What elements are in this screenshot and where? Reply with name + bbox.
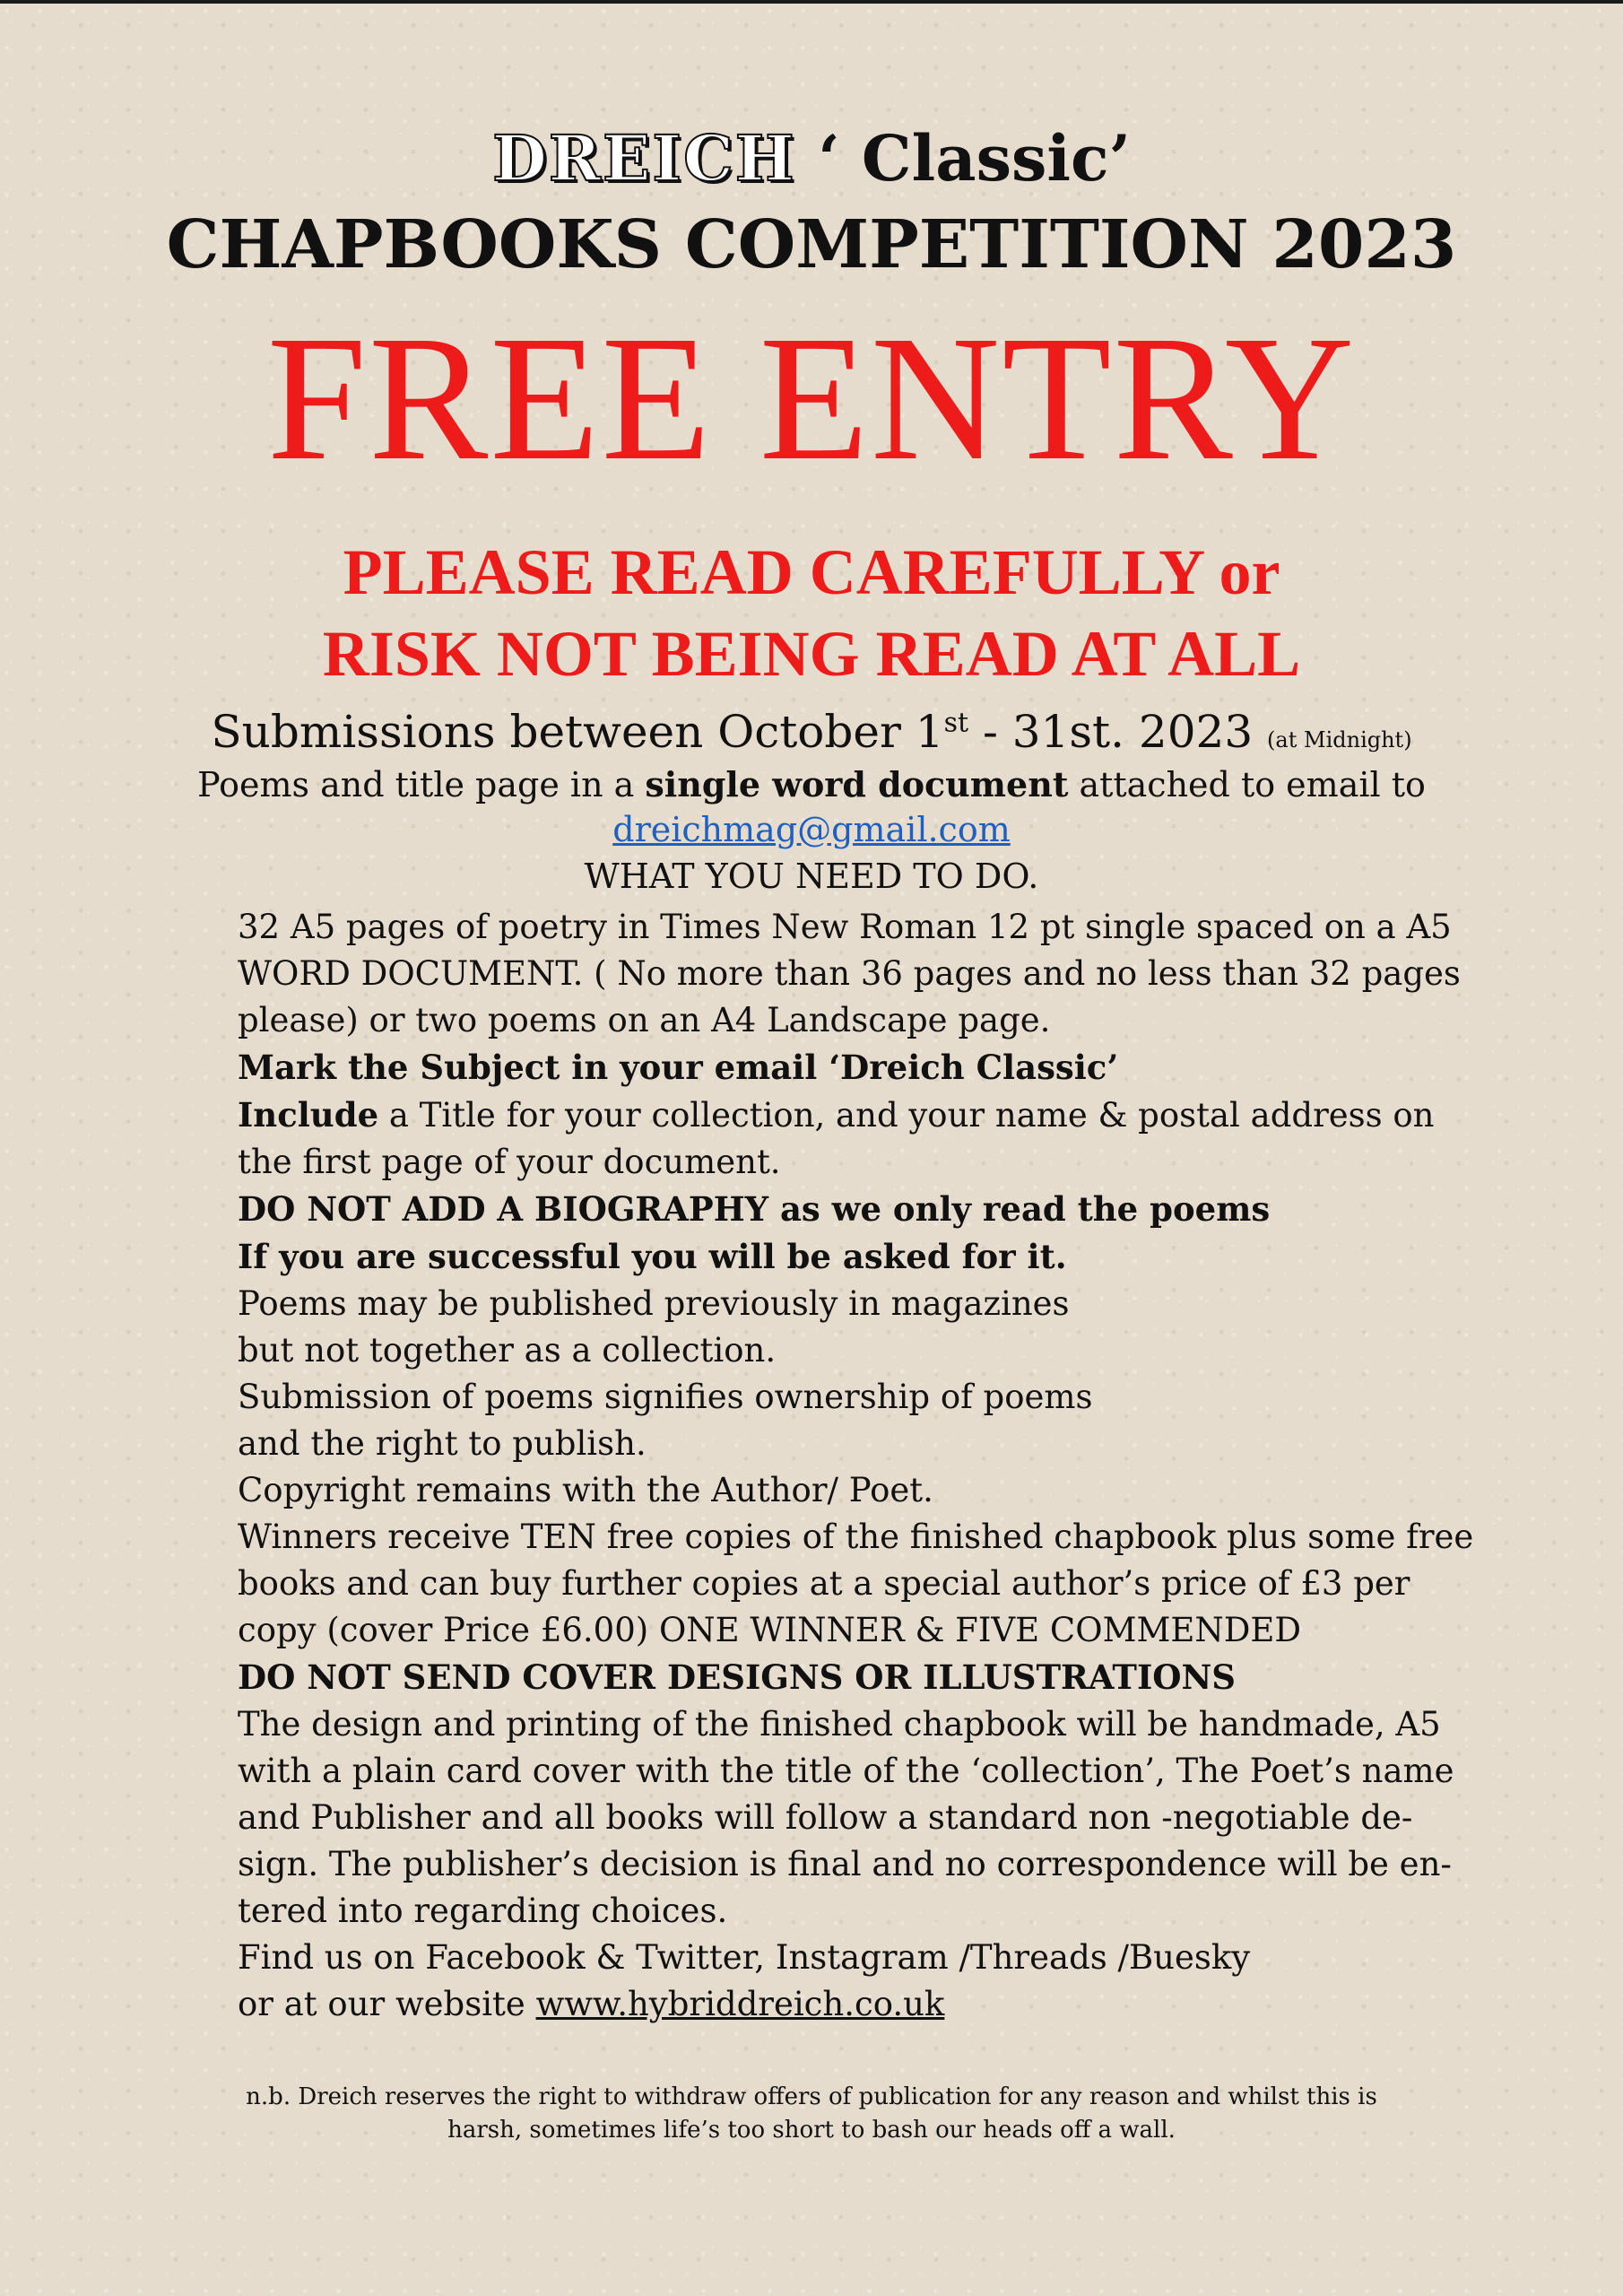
body-line: The design and printing of the finished chapbook will be handmade, A5 (238, 1705, 1441, 1744)
body-line: and the right to publish. (238, 1424, 647, 1463)
email-link[interactable]: dreichmag@gmail.com (612, 810, 1011, 849)
warning-line-1: PLEASE READ CAREFULLY or (343, 536, 1280, 608)
warning-line-2: RISK NOT BEING READ AT ALL (322, 618, 1301, 690)
footnote (0, 2081, 1623, 2147)
poems-instruction (0, 764, 1623, 804)
submission-note: (at Midnight) (1267, 727, 1412, 752)
classic-label: ‘ Classic’ (818, 121, 1131, 196)
submission-prefix: Submissions between October 1 (211, 706, 944, 758)
competition-title: CHAPBOOKS COMPETITION 2023 (166, 206, 1457, 283)
body-line: books and can buy further copies at a special author’s price of £3 per (238, 1564, 1410, 1603)
body-line: with a plain card cover with the title of the ‘collection’, The Poet’s name (238, 1752, 1454, 1790)
body-line: please) or two poems on an A4 Landscape page. (238, 1001, 1051, 1039)
poems-instruction-pre: Poems and title page in a (197, 765, 646, 804)
body-line: the first page of your document. (238, 1143, 781, 1181)
body-line: WORD DOCUMENT. ( No more than 36 pages and no less than 32 pages (238, 954, 1461, 993)
include-label: Include (238, 1095, 379, 1135)
body-line (238, 1186, 1439, 1233)
no-biography-warning: DO NOT ADD A BIOGRAPHY as we only read the poems (238, 1189, 1271, 1229)
body-line (238, 1091, 1439, 1139)
title-line-1 (0, 121, 1623, 196)
body-line (238, 1233, 1439, 1281)
body-line (238, 1044, 1439, 1091)
body-line: Copyright remains with the Author/ Poet. (238, 1471, 933, 1509)
biography-note: If you are successful you will be asked for it. (238, 1237, 1067, 1276)
body-line: copy (cover Price £6.00) ONE WINNER & FIVE COMMENDED (238, 1611, 1302, 1649)
what-to-do-heading: WHAT YOU NEED TO DO. (584, 857, 1039, 896)
body-line: Submission of poems signifies ownership of poems (238, 1378, 1093, 1416)
body-line: Find us on Facebook & Twitter, Instagram /Threads /Buesky (238, 1938, 1251, 1977)
submission-dates (0, 706, 1623, 758)
rules-body (238, 904, 1474, 2028)
no-cover-designs-warning: DO NOT SEND COVER DESIGNS OR ILLUSTRATIONS (238, 1657, 1237, 1697)
subject-instruction: Mark the Subject in your email ‘Dreich Classic’ (238, 1048, 1119, 1087)
poems-instruction-post: attached to email to (1068, 765, 1426, 804)
footnote-line-2: harsh, sometimes life’s too short to bash our heads off a wall. (447, 2117, 1176, 2144)
body-line (238, 1981, 1439, 2028)
free-entry-heading: FREE ENTRY (266, 300, 1357, 498)
website-link[interactable]: www.hybriddreich.co.uk (535, 1985, 945, 2023)
body-line: sign. The publisher’s decision is final and no correspondence will be en- (238, 1845, 1452, 1883)
body-line: Winners receive TEN free copies of the finished chapbook plus some free (238, 1518, 1474, 1556)
body-line (238, 1654, 1439, 1701)
body-line: 32 A5 pages of poetry in Times New Roman 12 pt single spaced on a A5 (238, 908, 1452, 946)
body-line: Poems may be published previously in magazines (238, 1284, 1070, 1323)
brand-wordmark: DREICH (491, 121, 796, 196)
website-prefix: or at our website (238, 1985, 536, 2023)
footnote-line-1: n.b. Dreich reserves the right to withdraw offers of publication for any reason and whilst this is (246, 2083, 1377, 2110)
body-line: tered into regarding choices. (238, 1892, 728, 1930)
poems-instruction-bold: single word document (645, 764, 1069, 804)
submission-sup: st (943, 707, 969, 739)
submission-suffix: - 31st. 2023 (968, 706, 1268, 758)
include-rest: a Title for your collection, and your name & postal address on (378, 1096, 1435, 1135)
body-line: and Publisher and all books will follow a standard non -negotiable de- (238, 1798, 1413, 1837)
body-line: but not together as a collection. (238, 1331, 777, 1370)
